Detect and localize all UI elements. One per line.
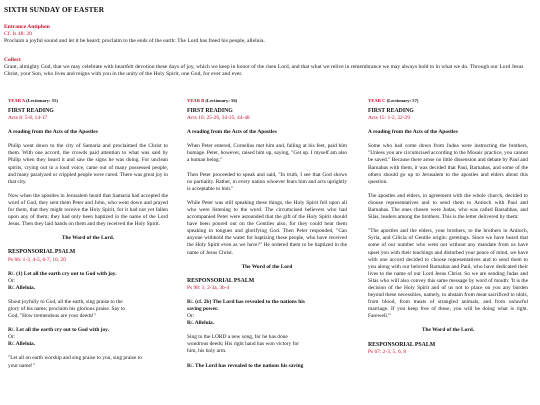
psalm-reference: Ps 67: 2-3, 5, 6, 8 [368, 348, 407, 355]
page-title: SIXTH SUNDAY OF EASTER [4, 5, 105, 14]
or-label: Or: [8, 277, 16, 284]
or-label: Or: [8, 334, 16, 341]
first-reading-reference: Acts 10: 25-26, 34-35, 44-48 [187, 115, 250, 122]
psalm-response: R/. Let all the earth cry out to God with joy. [8, 327, 109, 334]
psalm-verse: "Let all on earth worship and sing praise to you, sing praise to your name!" [8, 355, 142, 369]
entrance-antiphon-text: Proclaim a joyful sound and let it be heard; proclaim to the ends of the earth: The Lord has freed his people, alleluia. [4, 38, 265, 44]
reading-paragraph: Philip went down to the city of Samaria and proclaimed the Christ to them. With one accord, the crowds paid attention to what was said by Philip when they heard it and saw the signs he was doing. For unclean spirits, crying out in a loud voice, came out of many possessed people, and many paralyzed or crippled people were cured. There was great joy in that city. [8, 143, 168, 185]
first-reading-heading: FIRST READING [187, 108, 233, 114]
alleluia-response: R/. Alleluia. [8, 341, 36, 348]
alleluia-response: R/. Alleluia. [187, 320, 215, 327]
psalm-response: R/. (cf. 2b) The Lord has revealed to the nations his saving power. [187, 298, 305, 312]
year-label: YEAR C [368, 98, 386, 103]
reading-intro: A reading from the Acts of the Apostles [368, 129, 458, 136]
or-label: Or: [187, 313, 195, 320]
reading-paragraph: When Peter entered, Cornelius met him and, falling at his feet, paid him homage. Peter, however, raised him up, saying, "Get up. I myself am also a human being." [187, 143, 347, 164]
year-label: YEAR A [8, 98, 25, 103]
word-of-the-lord: The Word of the Lord [241, 263, 293, 270]
alleluia-response: R/. Alleluia. [8, 284, 36, 291]
psalm-reference: Ps 98: 1, 2-3a, 3b-4 [187, 284, 230, 291]
year-c-column [368, 97, 528, 356]
year-b-column [187, 97, 347, 370]
responsorial-psalm-heading: RESPONSORIAL PSALM [8, 249, 76, 256]
lectionary-number: (Lectionary: 57) [386, 98, 419, 103]
psalm-verse: Sing to the LORD a new song, for he has done wondrous deeds; His right hand has won victory for him, his holy arm. [187, 334, 299, 355]
year-a-header [8, 97, 168, 103]
reading-paragraph: "The apostles and the elders, your brothers, to the brothers in Antioch, Syria, and Cilicia of Gentile origin: greetings. Since we have heard that some of our number who went out without any mandate from us have upset you with their teachings and disturbed your peace of mind, we have with one accord decided to choose representatives and to send them to you along with our beloved Barnabas and Paul, who have dedicated their lives to the name of our Lord Jesus Christ. So we are sending Judas and Silas who will also convey this same message by word of mouth: 'It is the decision of the Holy Spirit and of us not to place on you any burden beyond these necessities, namely, to abstain from meat sacrificed to idols, from blood, from meats of strangled animals, and from unlawful marriage. If you keep free of these, you will be doing what is right. Farewell.'" [368, 228, 528, 320]
reading-intro: A reading from the Acts of the Apostles [187, 129, 277, 136]
psalm-reference: Ps 66: 1-3, 4-5, 6-7, 16, 20 [8, 256, 66, 263]
reading-paragraph: Some who had come down from Judea were instructing the brothers, "Unless you are circumcised according to the Mosaic practice, you cannot be saved." Because there arose no little dissension and debate by Paul and Barnabas with them, it was decided that Paul, Barnabas, and some of the others should go up to Jerusalem to the apostles and elders about this question. [368, 143, 528, 185]
reading-intro: A reading from the Acts of the Apostles [8, 129, 98, 136]
first-reading-reference: Acts 15: 1-2, 22-29 [368, 115, 410, 122]
responsorial-psalm-heading: RESPONSORIAL PSALM [187, 277, 255, 284]
lectionary-number: (Lectionary: 56) [205, 98, 238, 103]
reading-paragraph: While Peter was still speaking these things, the Holy Spirit fell upon all who were listening to the word. The circumcised believers who had accompanied Peter were astounded that the gift of the Holy Spirit should have been poured out on the Gentiles also, for they could hear them speaking in tongues and glorifying God. Then Peter responded, "Can anyone withhold the water for baptizing these people, who have received the Holy Spirit even as we have?" He ordered them to be baptized in the name of Jesus Christ. [187, 199, 347, 256]
collect-heading: Collect [4, 57, 21, 63]
reading-paragraph: Then Peter proceeded to speak and said, "In truth, I see that God shows no partiality. Rather, in every nation whoever fears him and acts uprightly is acceptable to him." [187, 171, 347, 192]
year-label: YEAR B [187, 98, 205, 103]
psalm-verse: Shout joyfully to God, all the earth, sing praise to the glory of his name; proclaim his glorious praise. Say to God, "How tremendous are your deeds!" [8, 298, 126, 320]
responsorial-psalm-heading: RESPONSORIAL PSALM [368, 341, 436, 348]
psalm-response: R/. The Lord has revealed to the nations his saving [187, 362, 304, 369]
word-of-the-lord: The Word of the Lord. [61, 235, 115, 242]
word-of-the-lord: The Word of the Lord. [421, 327, 475, 334]
entrance-antiphon-reference: Cf. Is 48: 20 [4, 31, 32, 37]
year-c-header [368, 97, 528, 103]
collect-text: Grant, almighty God, that we may celebrate with heartfelt devotion these days of joy, which we keep in honor of the risen Lord, and that what we relive in remembrance we may always hold to in what we do. Through our Lord Jesus Christ, your Son, who lives and reigns with you in the unity of the Holy Spirit, one God, for ever and ever. [4, 64, 524, 78]
year-b-header [187, 97, 347, 103]
first-reading-heading: FIRST READING [368, 108, 414, 114]
first-reading-reference: Acts 8: 5-8, 14-17 [8, 115, 48, 122]
reading-paragraph: The apostles and elders, in agreement with the whole church, decided to choose representatives and to send them to Antioch with Paul and Barnabas. The ones chosen were Judas, who was called Barsabbas, and Silas, leaders among the brothers. This is the letter delivered by them: [368, 192, 528, 221]
reading-paragraph: Now when the apostles in Jerusalem heard that Samaria had accepted the word of God, they sent them Peter and John, who went down and prayed for them, that they might receive the Holy Spirit, for it had not yet fallen upon any of them; they had only been baptized in the name of the Lord Jesus. Then they laid hands on them and they received the Holy Spirit. [8, 192, 168, 228]
year-a-column [8, 97, 168, 370]
psalm-response: R/. (1) Let all the earth cry out to God with joy. [8, 270, 117, 277]
lectionary-number: (Lectionary: 55) [26, 98, 58, 103]
first-reading-heading: FIRST READING [8, 108, 54, 114]
entrance-antiphon-heading: Entrance Antiphon [4, 24, 50, 30]
